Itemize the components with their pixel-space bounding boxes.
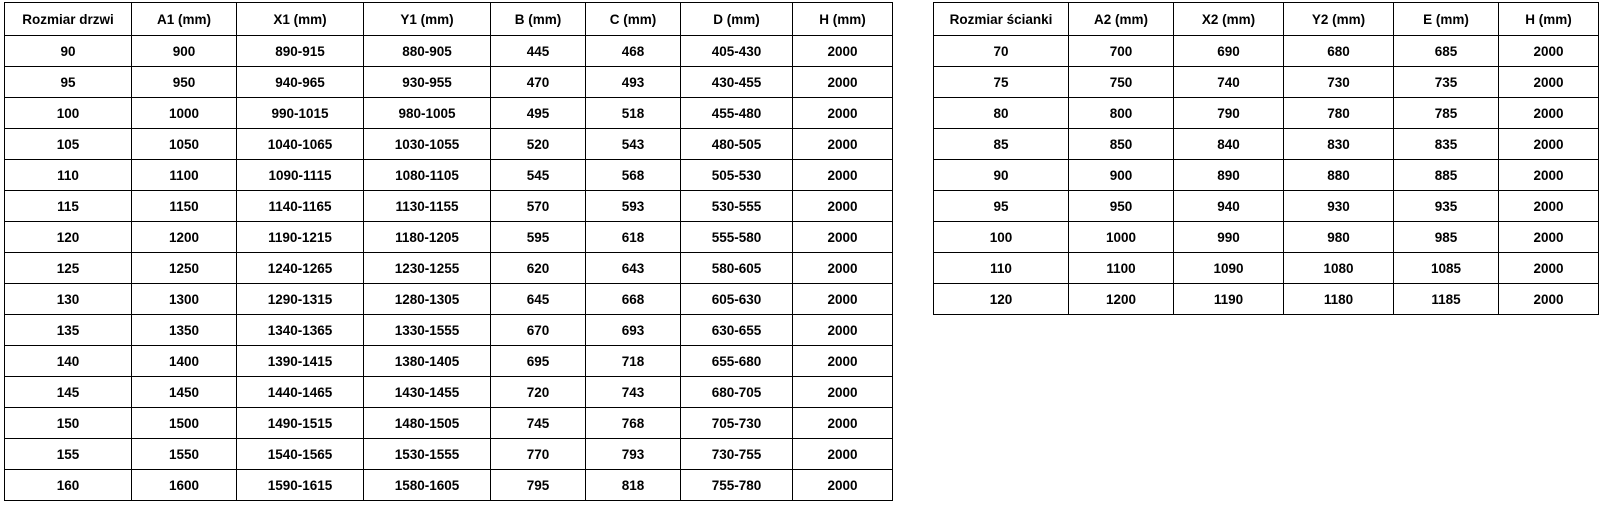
table-cell: 2000	[793, 222, 893, 253]
table-cell: 135	[5, 315, 132, 346]
table-cell: 2000	[793, 315, 893, 346]
column-header: X2 (mm)	[1174, 3, 1284, 36]
table-cell: 125	[5, 253, 132, 284]
table-cell: 430-455	[681, 67, 793, 98]
table-cell: 90	[5, 36, 132, 67]
table-cell: 670	[491, 315, 586, 346]
table-cell: 2000	[793, 129, 893, 160]
table-cell: 645	[491, 284, 586, 315]
column-header: B (mm)	[491, 3, 586, 36]
table-cell: 620	[491, 253, 586, 284]
table-cell: 100	[934, 222, 1069, 253]
table-cell: 1500	[132, 408, 237, 439]
table-cell: 2000	[1499, 36, 1599, 67]
table-cell: 1080-1105	[364, 160, 491, 191]
table-cell: 1430-1455	[364, 377, 491, 408]
table-cell: 1590-1615	[237, 470, 364, 501]
table-cell: 95	[5, 67, 132, 98]
table-cell: 115	[5, 191, 132, 222]
table-cell: 795	[491, 470, 586, 501]
table-cell: 1050	[132, 129, 237, 160]
table-cell: 90	[934, 160, 1069, 191]
table-cell: 643	[586, 253, 681, 284]
table-cell: 495	[491, 98, 586, 129]
table-cell: 880	[1284, 160, 1394, 191]
table-cell: 755-780	[681, 470, 793, 501]
table-cell: 768	[586, 408, 681, 439]
table-cell: 100	[5, 98, 132, 129]
table-cell: 75	[934, 67, 1069, 98]
table-cell: 505-530	[681, 160, 793, 191]
table-cell: 140	[5, 346, 132, 377]
table-row	[5, 191, 893, 222]
table-row	[934, 160, 1599, 191]
table-cell: 1200	[1069, 284, 1174, 315]
table-cell: 593	[586, 191, 681, 222]
table-cell: 2000	[1499, 67, 1599, 98]
table-row	[5, 408, 893, 439]
table-cell: 2000	[793, 470, 893, 501]
table-cell: 468	[586, 36, 681, 67]
table-cell: 1450	[132, 377, 237, 408]
table-cell: 110	[934, 253, 1069, 284]
table-cell: 2000	[1499, 253, 1599, 284]
column-header: E (mm)	[1394, 3, 1499, 36]
table-cell: 545	[491, 160, 586, 191]
table-cell: 155	[5, 439, 132, 470]
table-row	[5, 67, 893, 98]
table-cell: 740	[1174, 67, 1284, 98]
table-cell: 718	[586, 346, 681, 377]
table-cell: 668	[586, 284, 681, 315]
table-cell: 160	[5, 470, 132, 501]
table-cell: 1000	[132, 98, 237, 129]
column-header: Rozmiar drzwi	[5, 3, 132, 36]
table-row	[5, 346, 893, 377]
doors-dimensions-table-container	[4, 2, 893, 501]
table-row	[934, 253, 1599, 284]
table-cell: 2000	[793, 377, 893, 408]
table-cell: 2000	[1499, 222, 1599, 253]
table-cell: 1440-1465	[237, 377, 364, 408]
table-cell: 1180-1205	[364, 222, 491, 253]
table-row	[5, 377, 893, 408]
table-cell: 980	[1284, 222, 1394, 253]
table-cell: 1030-1055	[364, 129, 491, 160]
table-cell: 2000	[793, 253, 893, 284]
column-header: A2 (mm)	[1069, 3, 1174, 36]
table-cell: 730-755	[681, 439, 793, 470]
table-cell: 2000	[793, 191, 893, 222]
table-cell: 1100	[1069, 253, 1174, 284]
table-cell: 693	[586, 315, 681, 346]
table-cell: 840	[1174, 129, 1284, 160]
table-row	[5, 470, 893, 501]
table-cell: 940	[1174, 191, 1284, 222]
column-header: H (mm)	[793, 3, 893, 36]
walls-dimensions-table	[933, 2, 1599, 315]
table-cell: 1085	[1394, 253, 1499, 284]
table-cell: 743	[586, 377, 681, 408]
table-cell: 70	[934, 36, 1069, 67]
table-row	[5, 253, 893, 284]
table-cell: 1150	[132, 191, 237, 222]
column-header: H (mm)	[1499, 3, 1599, 36]
table-cell: 705-730	[681, 408, 793, 439]
table-cell: 1550	[132, 439, 237, 470]
table-cell: 1090-1115	[237, 160, 364, 191]
table-cell: 1185	[1394, 284, 1499, 315]
table-row	[5, 160, 893, 191]
table-cell: 1250	[132, 253, 237, 284]
table-cell: 990-1015	[237, 98, 364, 129]
table-cell: 655-680	[681, 346, 793, 377]
table-cell: 1200	[132, 222, 237, 253]
table-row	[934, 36, 1599, 67]
table-cell: 1400	[132, 346, 237, 377]
walls-dimensions-table-container	[933, 2, 1599, 315]
table-cell: 120	[934, 284, 1069, 315]
table-cell: 580-605	[681, 253, 793, 284]
table-row	[934, 191, 1599, 222]
table-cell: 1100	[132, 160, 237, 191]
table-cell: 900	[132, 36, 237, 67]
table-cell: 1580-1605	[364, 470, 491, 501]
table-cell: 1090	[1174, 253, 1284, 284]
table-cell: 1190-1215	[237, 222, 364, 253]
table-cell: 980-1005	[364, 98, 491, 129]
table-cell: 605-630	[681, 284, 793, 315]
table-cell: 720	[491, 377, 586, 408]
table-cell: 1140-1165	[237, 191, 364, 222]
table-cell: 2000	[1499, 160, 1599, 191]
table-cell: 680-705	[681, 377, 793, 408]
table-cell: 1490-1515	[237, 408, 364, 439]
column-header: A1 (mm)	[132, 3, 237, 36]
table-cell: 520	[491, 129, 586, 160]
table-cell: 735	[1394, 67, 1499, 98]
table-cell: 1300	[132, 284, 237, 315]
table-cell: 2000	[793, 284, 893, 315]
table-cell: 935	[1394, 191, 1499, 222]
table-cell: 493	[586, 67, 681, 98]
table-cell: 1230-1255	[364, 253, 491, 284]
table-cell: 470	[491, 67, 586, 98]
table-cell: 1480-1505	[364, 408, 491, 439]
table-cell: 745	[491, 408, 586, 439]
table-cell: 105	[5, 129, 132, 160]
table-cell: 2000	[793, 160, 893, 191]
table-cell: 2000	[793, 439, 893, 470]
table-cell: 130	[5, 284, 132, 315]
column-header: C (mm)	[586, 3, 681, 36]
column-header: D (mm)	[681, 3, 793, 36]
table-cell: 1280-1305	[364, 284, 491, 315]
table-header-row	[934, 3, 1599, 36]
table-cell: 700	[1069, 36, 1174, 67]
table-cell: 1600	[132, 470, 237, 501]
table-row	[5, 284, 893, 315]
table-cell: 2000	[793, 408, 893, 439]
table-cell: 885	[1394, 160, 1499, 191]
table-cell: 685	[1394, 36, 1499, 67]
table-cell: 1240-1265	[237, 253, 364, 284]
table-row	[5, 36, 893, 67]
table-cell: 695	[491, 346, 586, 377]
table-cell: 793	[586, 439, 681, 470]
table-row	[934, 98, 1599, 129]
table-row	[5, 439, 893, 470]
table-cell: 680	[1284, 36, 1394, 67]
table-cell: 1130-1155	[364, 191, 491, 222]
table-cell: 455-480	[681, 98, 793, 129]
table-cell: 930	[1284, 191, 1394, 222]
column-header: Y2 (mm)	[1284, 3, 1394, 36]
table-cell: 1340-1365	[237, 315, 364, 346]
table-cell: 1350	[132, 315, 237, 346]
table-cell: 145	[5, 377, 132, 408]
table-cell: 518	[586, 98, 681, 129]
table-cell: 2000	[793, 36, 893, 67]
table-cell: 1190	[1174, 284, 1284, 315]
table-cell: 930-955	[364, 67, 491, 98]
table-cell: 1000	[1069, 222, 1174, 253]
table-cell: 800	[1069, 98, 1174, 129]
table-cell: 785	[1394, 98, 1499, 129]
table-cell: 480-505	[681, 129, 793, 160]
table-cell: 1530-1555	[364, 439, 491, 470]
table-cell: 110	[5, 160, 132, 191]
table-cell: 830	[1284, 129, 1394, 160]
table-cell: 990	[1174, 222, 1284, 253]
table-cell: 818	[586, 470, 681, 501]
table-cell: 1330-1555	[364, 315, 491, 346]
table-cell: 950	[132, 67, 237, 98]
table-cell: 570	[491, 191, 586, 222]
table-cell: 405-430	[681, 36, 793, 67]
table-cell: 543	[586, 129, 681, 160]
table-cell: 850	[1069, 129, 1174, 160]
table-cell: 835	[1394, 129, 1499, 160]
table-row	[5, 315, 893, 346]
table-cell: 80	[934, 98, 1069, 129]
table-cell: 2000	[1499, 98, 1599, 129]
table-cell: 780	[1284, 98, 1394, 129]
table-cell: 770	[491, 439, 586, 470]
table-cell: 750	[1069, 67, 1174, 98]
table-header-row	[5, 3, 893, 36]
table-cell: 618	[586, 222, 681, 253]
doors-dimensions-table	[4, 2, 893, 501]
table-cell: 630-655	[681, 315, 793, 346]
table-cell: 1040-1065	[237, 129, 364, 160]
table-row	[5, 222, 893, 253]
table-cell: 595	[491, 222, 586, 253]
table-cell: 95	[934, 191, 1069, 222]
table-row	[934, 129, 1599, 160]
table-cell: 900	[1069, 160, 1174, 191]
table-cell: 1390-1415	[237, 346, 364, 377]
table-cell: 1540-1565	[237, 439, 364, 470]
table-cell: 2000	[1499, 191, 1599, 222]
table-cell: 950	[1069, 191, 1174, 222]
table-cell: 85	[934, 129, 1069, 160]
table-row	[5, 98, 893, 129]
table-cell: 1180	[1284, 284, 1394, 315]
table-cell: 2000	[793, 67, 893, 98]
table-cell: 690	[1174, 36, 1284, 67]
table-cell: 730	[1284, 67, 1394, 98]
table-row	[934, 284, 1599, 315]
table-cell: 555-580	[681, 222, 793, 253]
table-row	[934, 222, 1599, 253]
table-cell: 1380-1405	[364, 346, 491, 377]
table-cell: 940-965	[237, 67, 364, 98]
table-cell: 890	[1174, 160, 1284, 191]
table-cell: 2000	[793, 98, 893, 129]
table-cell: 2000	[793, 346, 893, 377]
column-header: X1 (mm)	[237, 3, 364, 36]
table-cell: 445	[491, 36, 586, 67]
table-cell: 2000	[1499, 284, 1599, 315]
table-cell: 790	[1174, 98, 1284, 129]
table-cell: 890-915	[237, 36, 364, 67]
column-header: Y1 (mm)	[364, 3, 491, 36]
table-cell: 568	[586, 160, 681, 191]
table-row	[934, 67, 1599, 98]
table-cell: 150	[5, 408, 132, 439]
table-cell: 1080	[1284, 253, 1394, 284]
table-cell: 880-905	[364, 36, 491, 67]
table-cell: 120	[5, 222, 132, 253]
table-cell: 1290-1315	[237, 284, 364, 315]
table-cell: 985	[1394, 222, 1499, 253]
table-row	[5, 129, 893, 160]
table-cell: 530-555	[681, 191, 793, 222]
column-header: Rozmiar ścianki	[934, 3, 1069, 36]
table-cell: 2000	[1499, 129, 1599, 160]
